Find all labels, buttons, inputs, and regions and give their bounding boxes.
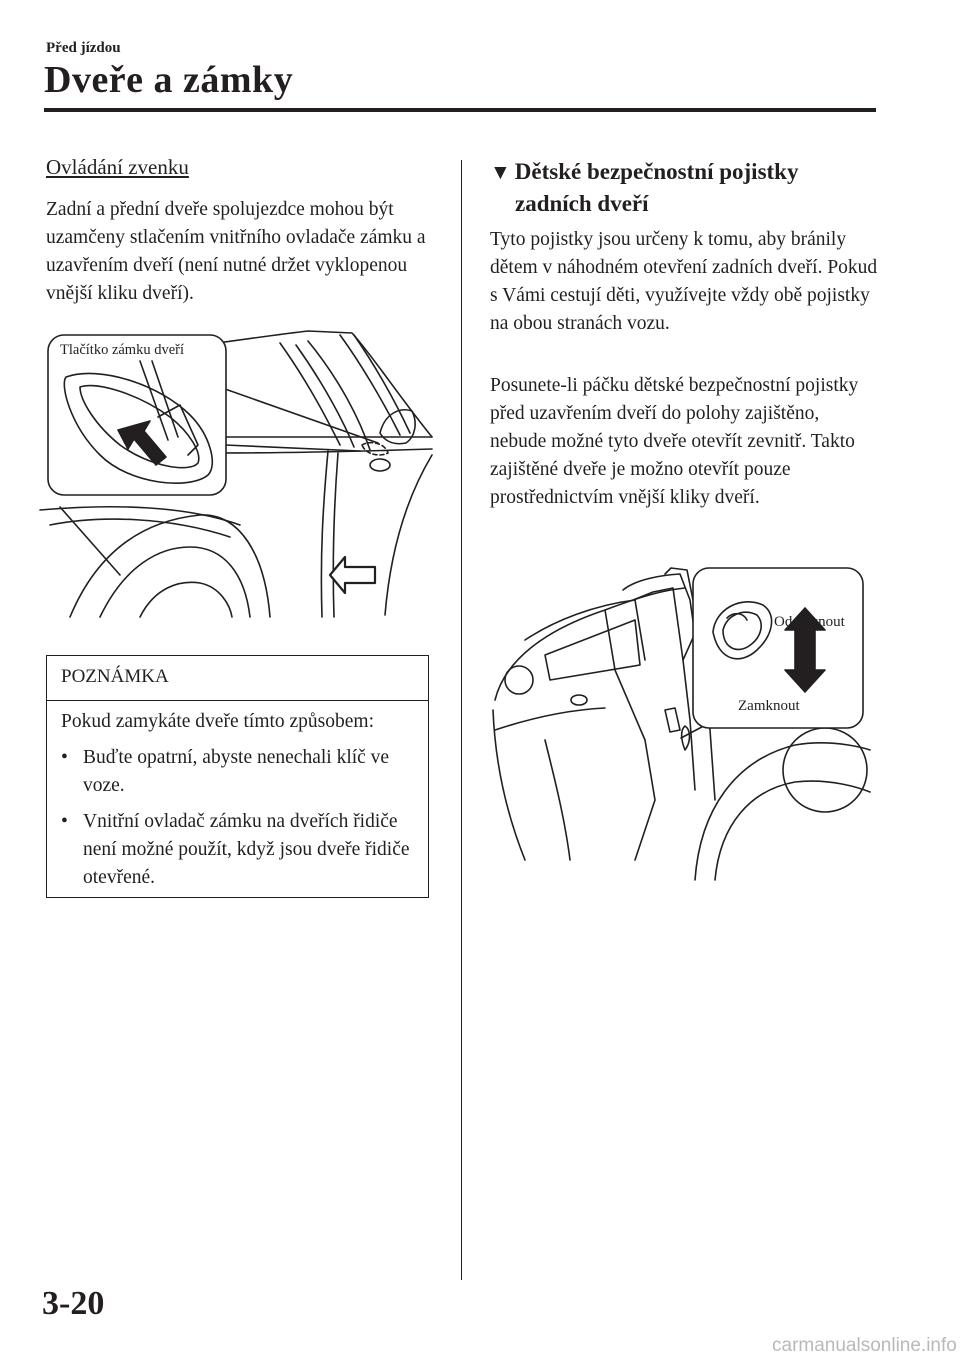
bullet-dot: • — [61, 811, 68, 832]
note-bullet-text: Vnitřní ovladač zámku na dveřích řidiče není možné použít, když jsou dveře řidiče otevřené. — [83, 811, 410, 888]
note-bullet — [61, 744, 423, 800]
door-lock-illustration — [40, 325, 435, 620]
page-title: Dveře a zámky — [44, 59, 294, 101]
heading-line-1: Dětské bezpečnostní pojistky — [514, 159, 799, 184]
child-safety-lock-illustration — [485, 560, 870, 880]
note-intro: Pokud zamykáte dveře tímto způsobem: — [61, 711, 375, 732]
left-heading: Ovládání zvenku — [46, 155, 189, 179]
lock-label: Zamknout — [738, 698, 800, 714]
unlock-label: Odemknout — [774, 614, 845, 630]
bullet-dot: • — [61, 747, 68, 768]
door-lock-button-label: Tlačítko zámku dveří — [60, 342, 185, 358]
note-title: POZNÁMKA — [61, 666, 169, 687]
note-divider — [47, 700, 428, 701]
note-bullet — [61, 808, 423, 892]
note-box — [46, 655, 429, 898]
left-paragraph: Zadní a přední dveře spolujezdce mohou být uzamčeny stlačením vnitřního ovladače zámku a uzavřením dveří (není nutné držet vyklopenou vnější kliku dveří). — [46, 199, 426, 304]
right-heading — [490, 156, 870, 219]
section-label: Před jízdou — [46, 40, 121, 56]
right-paragraph-1: Tyto pojistky jsou určeny k tomu, aby bránily dětem v náhodném otevření zadních dveří. Pokud s Vámi cestují děti, využívejte vždy obě pojistky na obou stranách vozu. — [490, 229, 878, 334]
page-number: 3-20 — [42, 1285, 105, 1322]
right-paragraph-2: Posunete-li páčku dětské bezpečnostní pojistky před uzavřením dveří do polohy zajištěno, nebude možné tyto dveře otevřít zevnitř. Takto zajištěné dveře je možno otevřít pouze prostřednictvím vnější kliky dveří. — [490, 375, 859, 508]
note-body — [61, 708, 423, 900]
column-divider — [461, 160, 462, 1280]
heading-marker: ▼ — [490, 160, 511, 184]
watermark: carmanualsonline.info — [772, 1335, 957, 1356]
heading-line-2: zadních dveří — [515, 191, 649, 216]
title-rule — [44, 108, 876, 112]
note-bullet-text: Buďte opatrní, abyste nenechali klíč ve voze. — [83, 747, 390, 796]
